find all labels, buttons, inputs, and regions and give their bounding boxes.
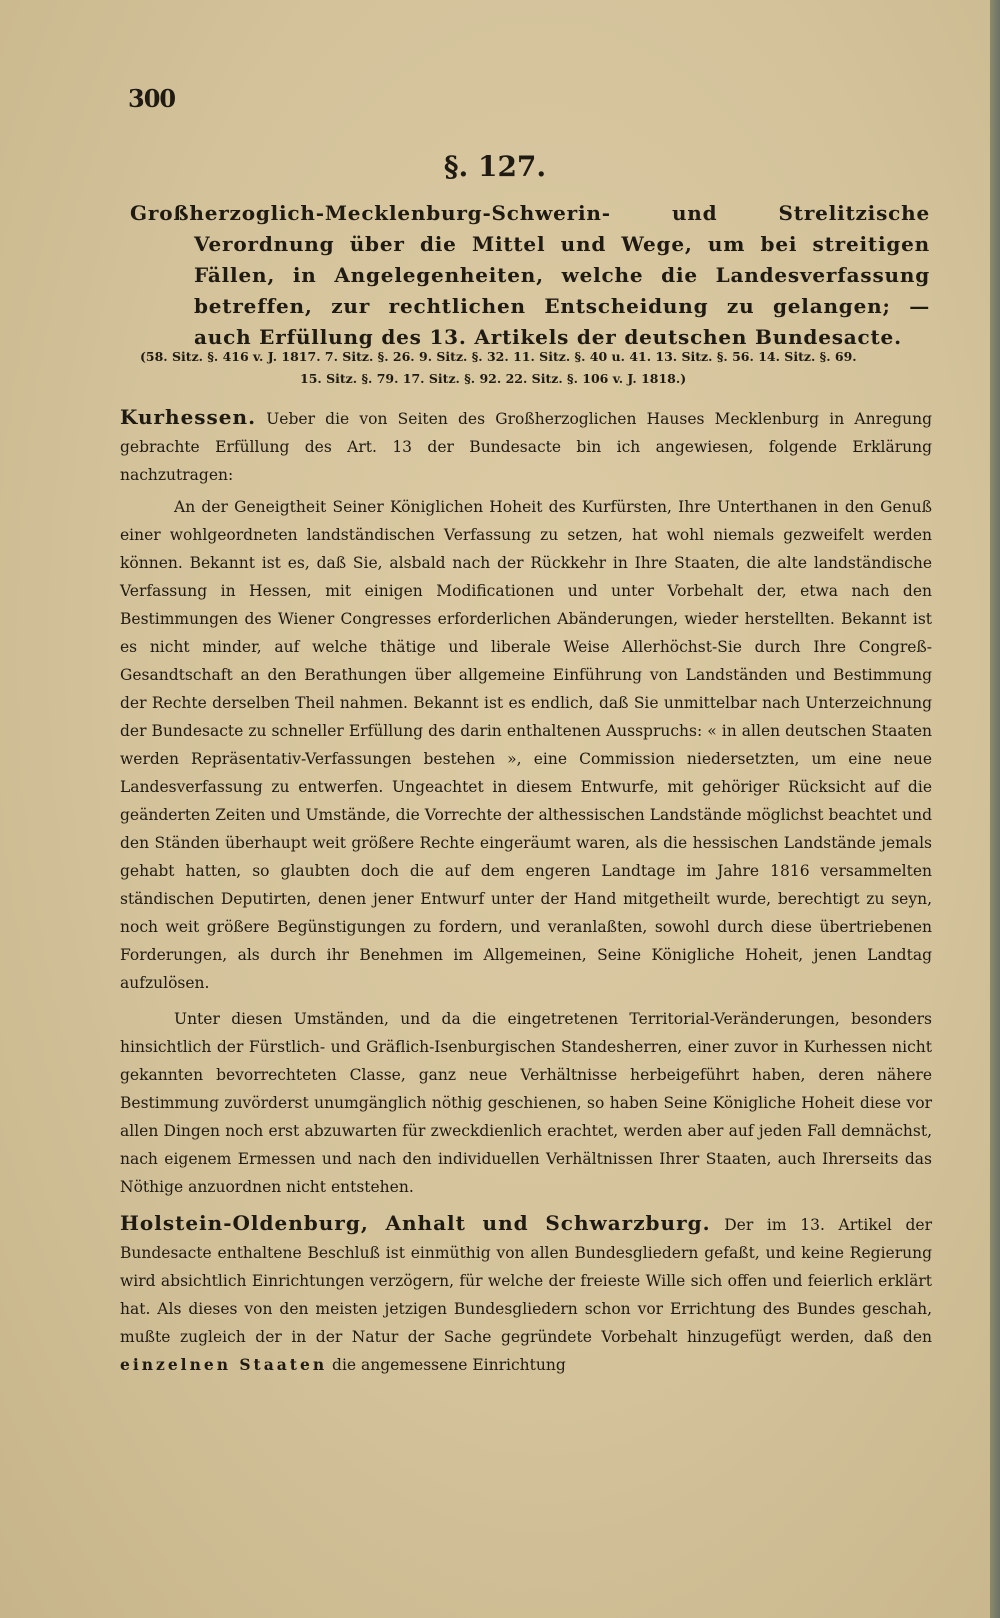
paragraph-declaration: An der Geneigtheit Seiner Königlichen Hoheit des Kurfürsten, Ihre Unterthanen in den Genuß einer wohlgeordneten landständischen Verfassung zu setzen, hat wohl niemals gezweifelt werden können. Bekannt ist es, daß Sie, alsbald nach der Rückkehr in Ihre Staaten, die alte landständische Verfassung in Hessen, mit einigen Modificationen und unter Vorbehalt der, etwa nach den Bestimmungen des Wiener Congresses erforderlichen Abänderungen, wieder herstellten. Bekannt ist es nicht minder, auf welche thätige und liberale Weise Allerhöchst-Sie durch Ihre Congreß-Gesandtschaft an den Berathungen über allgemeine Einführung von Landständen und Bestimmung der Rechte derselben Theil nahmen. Bekannt ist es endlich, daß Sie unmittelbar nach Unterzeichnung der Bundesacte zu schneller Erfüllung des darin enthaltenen Ausspruchs: « in allen deutschen Staaten werden Repräsentativ-Verfassungen bestehen », eine Commission niedersetzten, um eine neue Landesverfassung zu entwerfen. Ungeachtet in diesem Entwurfe, mit gehöriger Rücksicht auf die geänderten Zeiten und Umstände, die Vorrechte der althessischen Landstände möglichst beachtet und den Ständen überhaupt weit größere Rechte eingeräumt waren, als die hessischen Landstände jemals gehabt hatten, so glaubten doch die auf dem engeren Landtage im Jahre 1816 versammelten ständischen Deputirten, denen jener Entwurf unter der Hand mitgetheilt wurde, berechtigt zu seyn, noch weit größere Begünstigungen zu fordern, und veranlaßten, sowohl durch diese übertriebenen Forderungen, als durch ihr Benehmen im Allgemeinen, Seine Königliche Hoheit, jenen Landtag aufzulösen. xyxy=(120,498,932,992)
paragraph-holstein xyxy=(120,1209,932,1379)
book-edge xyxy=(990,0,1000,1618)
paragraph-kurhessen xyxy=(120,403,932,489)
section-heading xyxy=(130,198,930,353)
page-number: 300 xyxy=(128,84,176,113)
emphasis-text: einzelnen Staaten xyxy=(120,1355,328,1374)
state-name: Kurhessen. xyxy=(120,405,257,429)
body-text xyxy=(120,403,932,1387)
paragraph-text: Der im 13. Artikel der Bundesacte enthaltene Beschluß ist einmüthig von allen Bundesgliedern gefaßt, und keine Regierung wird absichtlich Einrichtungen verzögern, für welche der freieste Wille sich offen und feierlich erklärt hat. Als dieses von den meisten jetzigen Bundesgliedern schon vor Errichtung des Bundes geschah, mußte zugleich der in der Natur der Sache gegründete Vorbehalt hinzugefügt werden, daß den xyxy=(120,1216,933,1346)
reference-line: (58. Sitz. §. 416 v. J. 1817. 7. Sitz. §. 26. 9. Sitz. §. 32. 11. Sitz. §. 40 u. 41. 13. Sitz. §. 56. 14. Sitz. §. 69. xyxy=(140,349,857,364)
section-title: §. 127. xyxy=(443,150,547,183)
session-references xyxy=(140,346,930,390)
paragraph-text: die angemessene Einrichtung xyxy=(327,1356,566,1374)
reference-line: 15. Sitz. §. 79. 17. Sitz. §. 92. 22. Sitz. §. 106 v. J. 1818.) xyxy=(300,371,687,386)
paragraph-text: Ueber die von Seiten des Großherzoglichen Hauses Mecklenburg in Anregung gebrachte Erfüllung des Art. 13 der Bundesacte bin ich angewiesen, folgende Erklärung nachzutragen: xyxy=(120,410,932,484)
heading-text: Großherzoglich-Mecklenburg-Schwerin- und Strelitzische Verordnung über die Mittel und Wege, um bei streitigen Fällen, in Angelegenheiten, welche die Landesverfassung betreffen, zur rechtlichen Entscheidung zu gelangen; — auch Erfüllung des 13. Artikels der deutschen Bundesacte. xyxy=(130,201,930,349)
paragraph-circumstances: Unter diesen Umständen, und da die eingetretenen Territorial-Veränderungen, besonders hinsichtlich der Fürstlich- und Gräflich-Isenburgischen Standesherren, einer zuvor in Kurhessen nicht gekannten bevorrechteten Classe, ganz neue Verhältnisse herbeigeführt haben, deren nähere Bestimmung zuvörderst unumgänglich nöthig geschienen, so haben Seine Königliche Hoheit diese vor allen Dingen noch erst abzuwarten für zweckdienlich erachtet, werden aber auf jeden Fall demnächst, nach eigenem Ermessen und nach den individuellen Verhältnissen Ihrer Staaten, auch Ihrerseits das Nöthige anzuordnen nicht entstehen. xyxy=(120,1010,932,1196)
state-name: Holstein-Oldenburg, Anhalt und Schwarzburg. xyxy=(120,1211,711,1235)
